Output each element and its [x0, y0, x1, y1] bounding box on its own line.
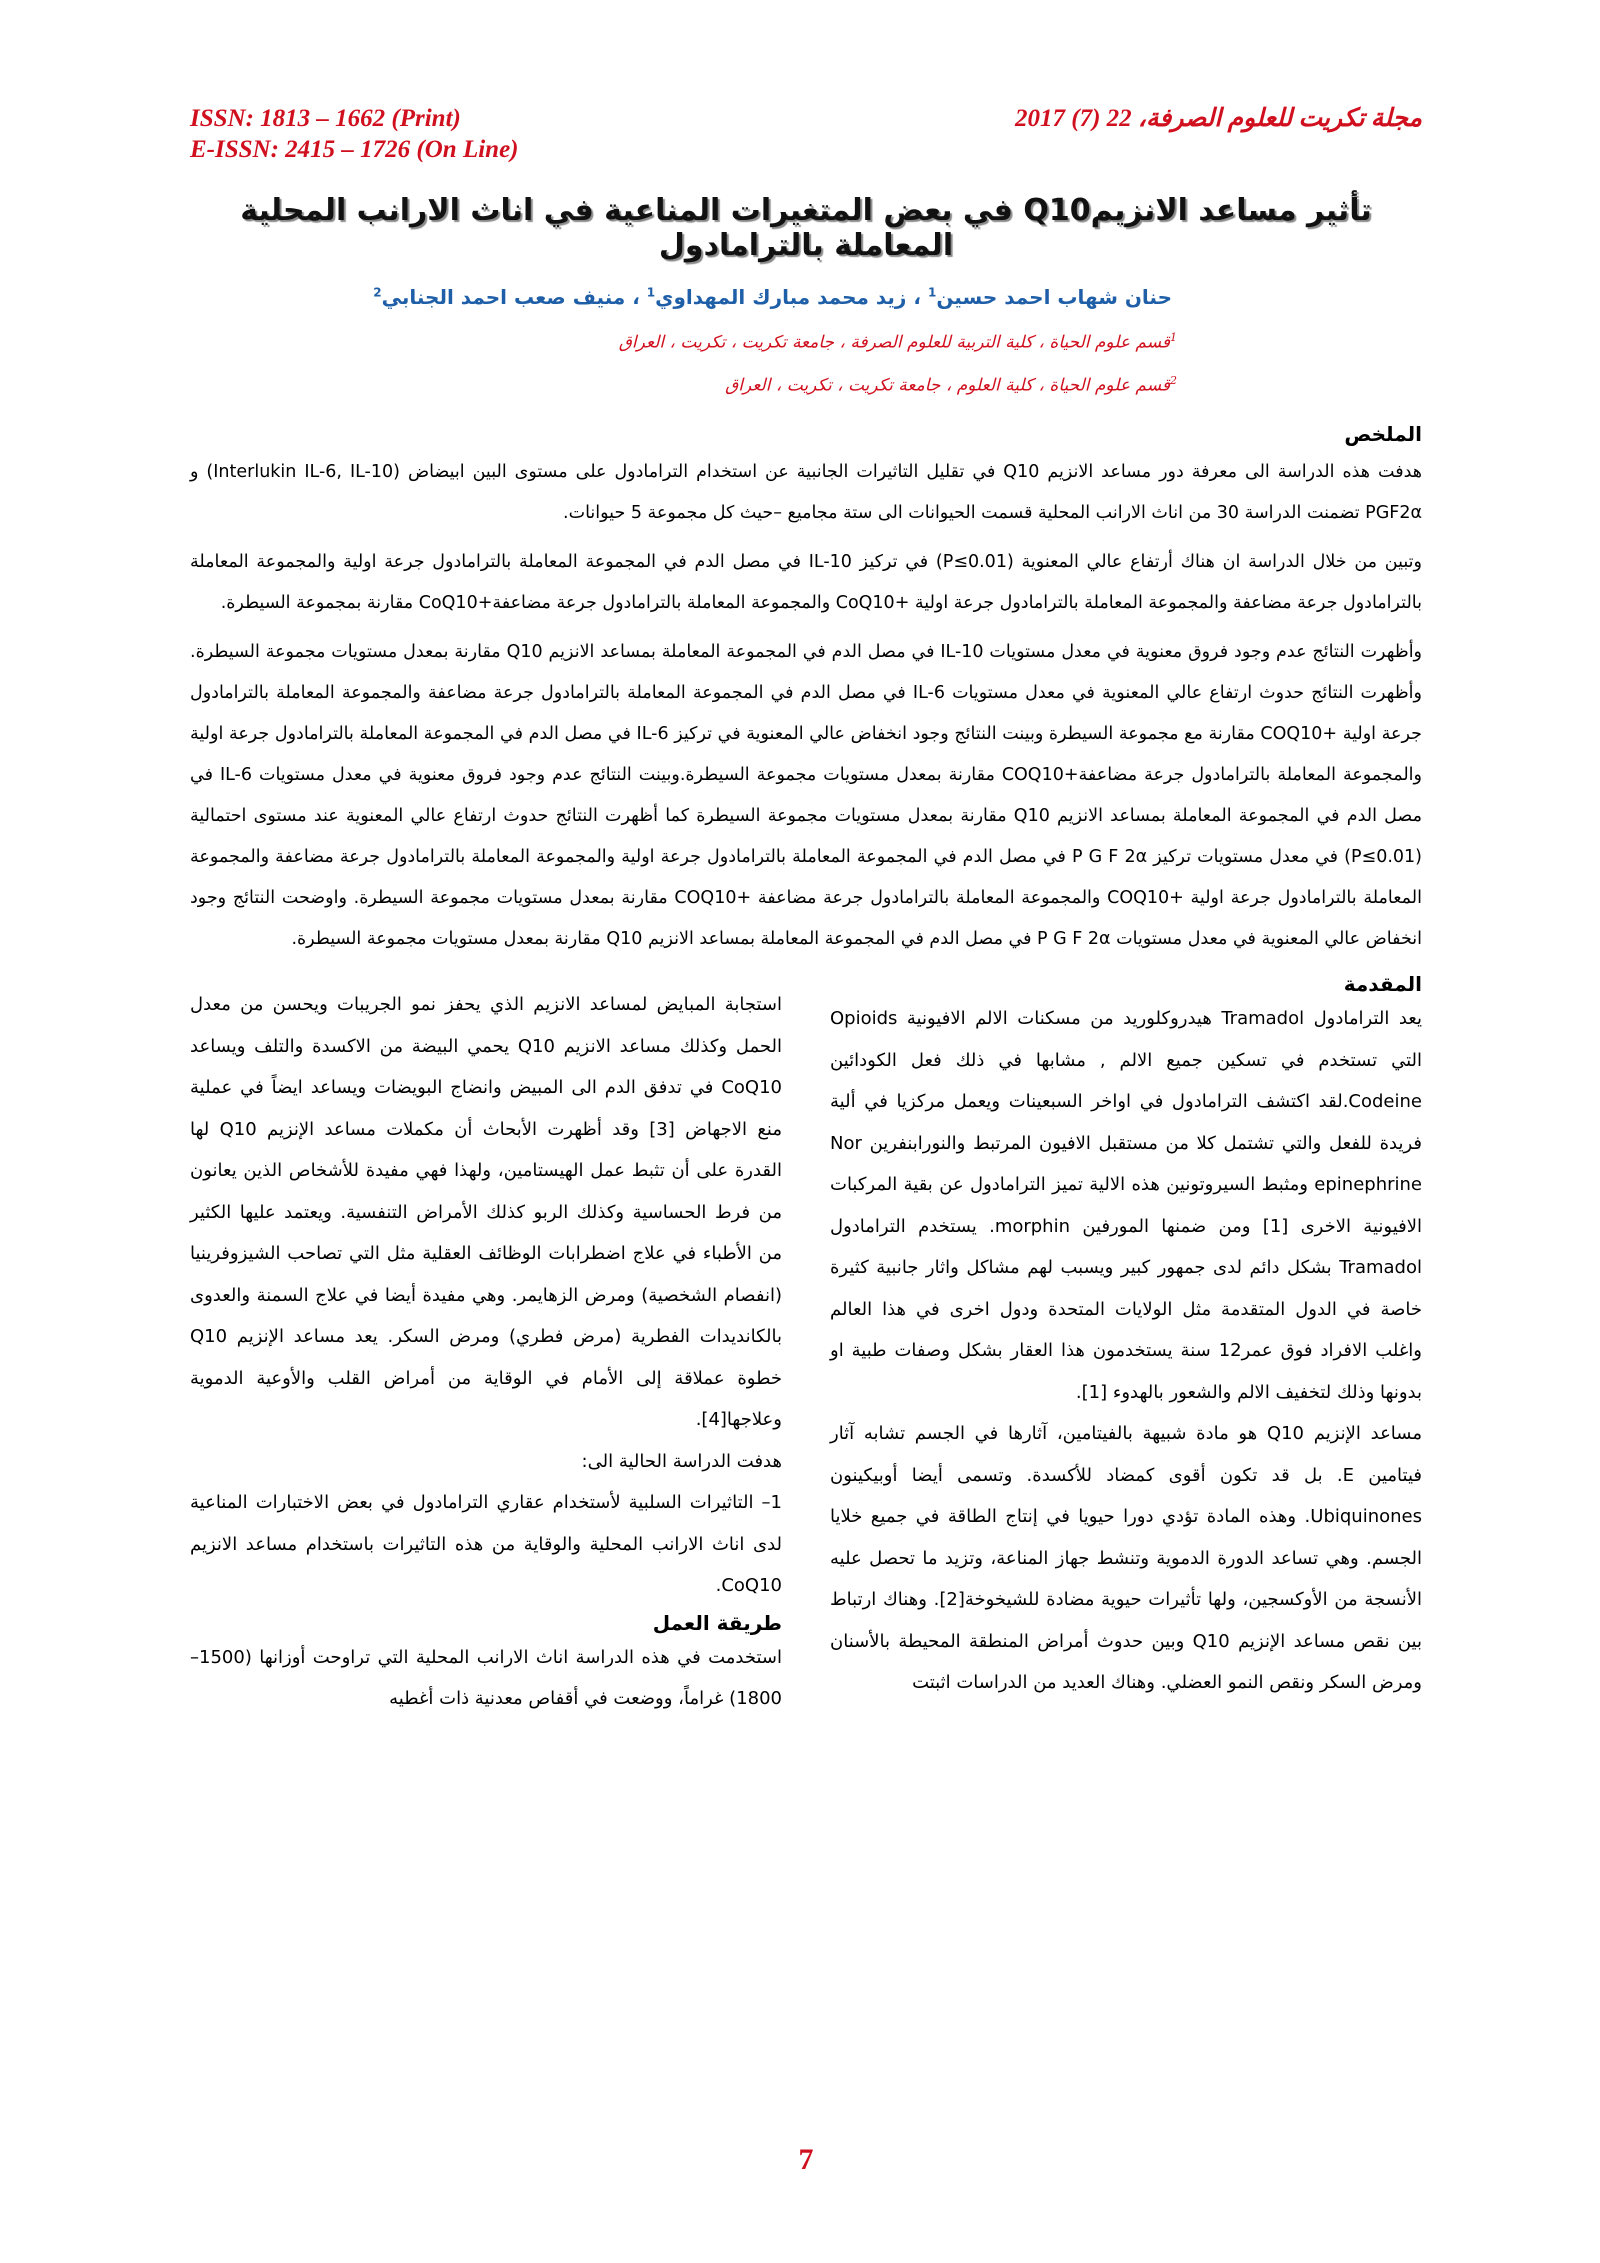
affiliation-mark: 1: [1170, 331, 1177, 344]
author-name: زيد محمد مبارك المهداوي: [655, 285, 907, 309]
author-name: منيف صعب احمد الجنابي: [381, 285, 626, 309]
author-affiliation-mark: 1: [927, 285, 937, 300]
abstract-paragraph: وأظهرت النتائج عدم وجود فروق معنوية في معدل مستويات IL-10 في مصل الدم في المجموعة المعاملة بمساعد الانزيم Q10 مقارنة بمعدل مستويات مجموعة السيطرة. وأظهرت النتائج حدوث ارتفاع عالي المعنوية في معدل مستويات IL-6 في مصل الدم في المجموعة المعاملة بالترامادول جرعة مضاعفة والمجموعة المعاملة بالترامادول جرعة اولية +COQ10 مقارنة مع مجموعة السيطرة وبينت النتائج وجود انخفاض عالي المعنوية في تركيز IL-6 في مصل الدم في المجموعة المعاملة بالترامادول جرعة اولية والمجموعة المعاملة بالترامادول جرعة مضاعفة+COQ10 مقارنة بمعدل مستويات مجموعة السيطرة.وبينت النتائج عدم وجود فروق معنوية في معدل مستويات IL-6 في مصل الدم في المجموعة المعاملة بمساعد الانزيم Q10 مقارنة بمعدل مستويات مجموعة السيطرة كما أظهرت النتائج حدوث ارتفاع عالي المعنوية عند مستوى احتمالية (P≤0.01) في معدل مستويات تركيز P G F 2α في مصل الدم في المجموعة المعاملة بالترامادول جرعة اولية والمجموعة المعاملة بالترامادول جرعة مضاعفة والمجموعة المعاملة بالترامادول جرعة اولية +COQ10 والمجموعة المعاملة بالترامادول جرعة مضاعفة +COQ10 مقارنة بمعدل مستويات مجموعة السيطرة. واوضحت النتائج وجود انخفاض عالي المعنوية في معدل مستويات P G F 2α في مصل الدم في المجموعة المعاملة بمساعد الانزيم Q10 مقارنة بمعدل مستويات مجموعة السيطرة.: [190, 642, 1423, 950]
left-column: [190, 968, 782, 1720]
introduction-heading: المقدمة: [1343, 972, 1422, 997]
abstract-heading: الملخص: [1344, 422, 1422, 447]
issn-online: E-ISSN: 2415 – 1726 (On Line): [190, 136, 519, 163]
affiliation: [190, 319, 1422, 362]
author-name: حنان شهاب احمد حسين: [936, 285, 1172, 309]
abstract-paragraph: وتبين من خلال الدراسة ان هناك أرتفاع عالي المعنوية (P≤0.01) في تركيز IL-10 في مصل الدم في المجموعة المعاملة بالترامادول جرعة اولية والمجموعة المعاملة بالترامادول جرعة مضاعفة والمجموعة المعاملة بالترامادول جرعة اولية +CoQ10 والمجموعة المعاملة بالترامادول جرعة مضاعفة+CoQ10 مقارنة بمجموعة السيطرة.: [190, 552, 1422, 614]
affiliation-text: قسم علوم الحياة ، كلية العلوم ، جامعة تكريت ، تكريت ، العراق: [725, 375, 1170, 396]
affiliation-mark: 2: [1170, 373, 1177, 387]
right-column: [830, 968, 1422, 1720]
abstract-section: [190, 422, 1422, 960]
affiliation-list: [190, 319, 1422, 404]
study-aims-label: هدفت الدراسة الحالية الى:: [581, 1450, 782, 1472]
paper-page: [190, 95, 1422, 2235]
methods-heading: طريقة العمل: [652, 1610, 782, 1635]
author-affiliation-mark: 2: [373, 285, 382, 300]
author-affiliation-mark: 1: [646, 285, 656, 300]
issn-print: ISSN: 1813 – 1662 (Print): [190, 105, 461, 132]
paper-title: تأثير مساعد الانزيمQ10 في بعض المتغيرات المناعية في اناث الارانب المحلية المعاملة بالترامادول: [240, 193, 1372, 263]
abstract-paragraph: هدفت هذه الدراسة الى معرفة دور مساعد الانزيم Q10 في تقليل التاثيرات الجانبية عن استخدام الترامادول على مستوى البين ابيضاض (Interlukin IL-6, IL-10) و PGF2α تضمنت الدراسة 30 من اناث الارانب المحلية قسمت الحيوانات الى ستة مجاميع –حيث كل مجموعة 5 حيوانات.: [190, 462, 1422, 524]
issn-block: [190, 103, 519, 165]
author-separator: ،: [625, 285, 647, 309]
introduction-paragraph: يعد الترامادول Tramadol هيدروكلوريد من مسكنات الالم الافيونية Opioids التي تستخدم في تسكين جميع الالم , مشابها في ذلك فعل الكودائين Codeine.لقد اكتشف الترامادول في اواخر السبعينات ويعمل مركزيا في ألية فريدة للفعل والتي تشتمل كلا من مستقبل الافيون المرتبط والنورابنفرين Nor epinephrine ومثبط السيروتونين هذه الالية تميز الترامادول عن بقية المركبات الافيونية الاخرى [1] ومن ضمنها المورفين morphin. يستخدم الترامادول Tramadol بشكل دائم لدى جمهور كبير ويسبب لهم مشاكل واثار جانبية كثيرة خاصة في الدول المتقدمة مثل الولايات المتحدة ودول اخرى في هذا العالم واغلب الافراد فوق عمر12 سنة يستخدمون هذا العقار بشكل وصفات طبية او بدونها وذلك لتخفيف الالم والشعور بالهدوء [1].: [830, 1008, 1422, 1403]
journal-citation: مجلة تكريت للعلوم الصرفة، 22 (7) 2017: [1014, 105, 1422, 132]
introduction-paragraph: استجابة المبايض لمساعد الانزيم الذي يحفز نمو الجريبات ويحسن من معدل الحمل وكذلك مساعد الانزيم Q10 يحمي البيضة من الاكسدة والتلف ويساعد CoQ10 في تدفق الدم الى المبيض وانضاج البويضات ويساعد ايضاً في عملية منع الاجهاض [3] وقد أظهرت الأبحاث أن مكملات مساعد الإنزيم Q10 لها القدرة على أن تثبط عمل الهيستامين، ولهذا فهي مفيدة للأشخاص الذين يعانون من فرط الحساسية وكذلك الربو كذلك الأمراض التنفسية. ويعتمد عليها الكثير من الأطباء في علاج اضطرابات الوظائف العقلية مثل التي تصاحب الشيزوفرينيا (انفصام الشخصية) ومرض الزهايمر. وهي مفيدة أيضا في علاج السمنة والعدوى بالكانديدات الفطرية (مرض فطري) ومرض السكر. يعد مساعد الإنزيم Q10 خطوة عملاقة إلى الأمام في الوقاية من أمراض القلب والأوعية الدموية وعلاجها[4].: [190, 994, 782, 1431]
author-separator: ،: [906, 285, 928, 309]
page-number: 7: [798, 2143, 814, 2176]
two-column-body: [190, 968, 1422, 1720]
methods-paragraph: استخدمت في هذه الدراسة اناث الارانب المحلية التي تراوحت أوزانها (1500– 1800) غراماً، ووضعت في أقفاص معدنية ذات أغطيه: [190, 1646, 782, 1710]
study-aim-item: 1– التاثيرات السلبية لأستخدام عقاري الترامادول في بعض الاختبارات المناعية لدى اناث الارانب المحلية والوقاية من هذه التاثيرات باستخدام مساعد الانزيم CoQ10.: [190, 1492, 782, 1597]
author-list: [190, 285, 1422, 309]
affiliation: [190, 362, 1422, 405]
introduction-paragraph: مساعد الإنزيم Q10 هو مادة شبيهة بالفيتامين، آثارها في الجسم تشابه آثار فيتامين E. بل قد تكون أقوى كمضاد للأكسدة. وتسمى أيضا أوبيكينون Ubiquinones. وهذه المادة تؤدي دورا حيويا في إنتاج الطاقة في جميع خلايا الجسم. وهي تساعد الدورة الدموية وتنشط جهاز المناعة، وتزيد ما تحصل عليه الأنسجة من الأوكسجين، ولها تأثيرات حيوية مضادة للشيخوخة[2]. وهناك ارتباط بين نقص مساعد الإنزيم Q10 وبين حدوث أمراض المنطقة المحيطة بالأسنان ومرض السكر ونقص النمو العضلي. وهناك العديد من الدراسات اثبتت: [830, 1423, 1423, 1694]
journal-header: [190, 95, 1422, 165]
affiliation-text: قسم علوم الحياة ، كلية التربية للعلوم الصرفة ، جامعة تكريت ، تكريت ، العراق: [618, 332, 1170, 353]
